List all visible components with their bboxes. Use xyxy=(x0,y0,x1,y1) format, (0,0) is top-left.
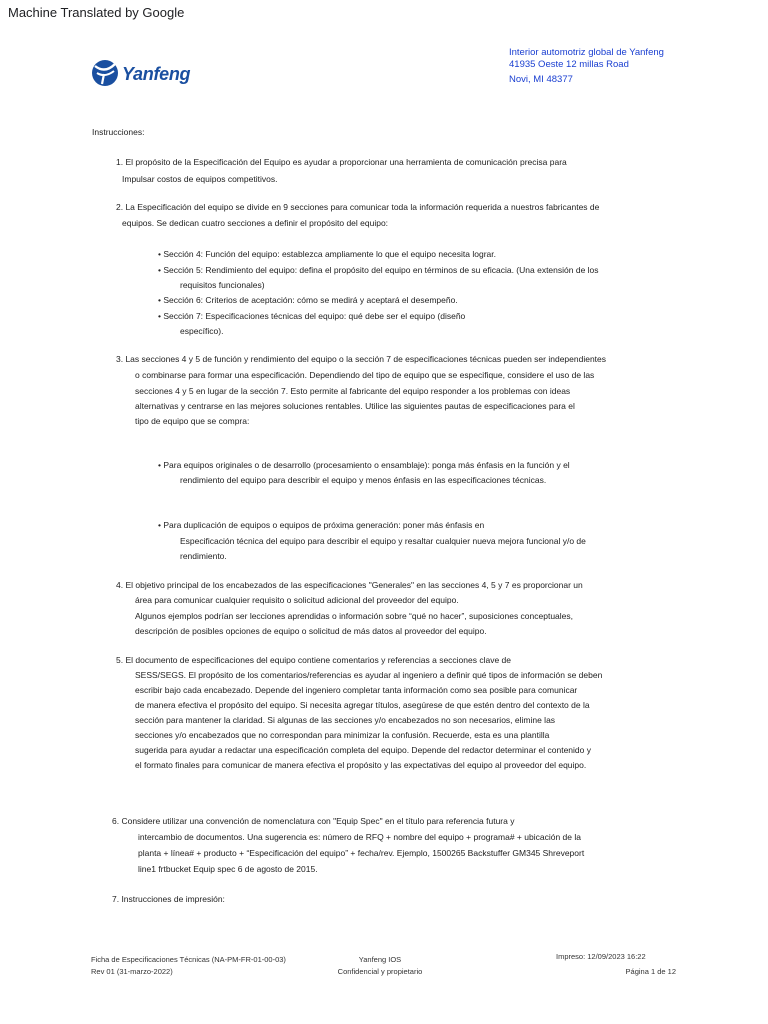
item-3-line-4: alternativas y centrarse en las mejores soluciones rentables. Utilice las siguientes pautas de especificaciones para el xyxy=(135,401,575,411)
item-5-line-7: sugerida para ayudar a redactar una especificación completa del equipo. Depende del redactor determinar el contenido y xyxy=(135,745,591,755)
item-2-bullet-2-line-2: requisitos funcionales) xyxy=(180,280,265,290)
item-5-line-3: escribir bajo cada encabezado. Depende del ingeniero completar tanta información como sea posible para comunicar xyxy=(135,685,578,695)
item-4-line-1: 4. El objetivo principal de los encabezados de las especificaciones "Generales" en las secciones 4, 5 y 7 es proporcionar un xyxy=(116,580,583,590)
item-4-line-2: área para comunicar cualquier requisito o solicitud adicional del proveedor del equipo. xyxy=(135,595,459,605)
address-line-2: 41935 Oeste 12 millas Road xyxy=(509,58,629,70)
item-6-line-1: 6. Considere utilizar una convención de nomenclatura con "Equip Spec" en el título para referencia futura y xyxy=(112,816,515,826)
item-5-line-4: de manera efectiva el propósito del equipo. Si necesita agregar títulos, asegúrese de que estén dentro del contexto de la xyxy=(135,700,590,710)
item-3-bullet-2-line-2: Especificación técnica del equipo para describir el equipo y resaltar cualquier nueva mejora funcional y/o de xyxy=(180,536,586,546)
item-2-bullet-4-line-1: • Sección 7: Especificaciones técnicas del equipo: qué debe ser el equipo (diseño xyxy=(158,311,466,321)
item-2-line-1: 2. La Especificación del equipo se divide en 9 secciones para comunicar toda la información requerida a nuestros fabricantes de xyxy=(116,202,600,212)
item-2-bullet-3: • Sección 6: Criterios de aceptación: cómo se medirá y aceptará el desempeño. xyxy=(158,295,458,305)
footer-page-number: Página 1 de 12 xyxy=(625,967,676,976)
yanfeng-logo xyxy=(90,58,200,94)
item-7-line-1: 7. Instrucciones de impresión: xyxy=(112,894,225,904)
address-line-1: Interior automotriz global de Yanfeng xyxy=(509,47,664,58)
item-4-line-4: descripción de posibles opciones de equipo o solicitud de más datos al proveedor del equipo. xyxy=(135,626,487,636)
footer-company: Yanfeng IOS xyxy=(358,955,402,964)
item-2-bullet-4-line-2: específico). xyxy=(180,326,224,336)
item-3-line-2: o combinarse para formar una especificación. Dependiendo del tipo de equipo que se especifique, considere el uso de las xyxy=(135,370,595,380)
logo-wordmark: Yanfeng xyxy=(122,64,191,84)
item-3-line-5: tipo de equipo que se compra: xyxy=(135,416,250,426)
item-2-line-2: equipos. Se dedican cuatro secciones a definir el propósito del equipo: xyxy=(122,218,389,228)
machine-translated-banner: Machine Translated by Google xyxy=(8,5,185,20)
item-6-line-2: intercambio de documentos. Una sugerencia es: número de RFQ + nombre del equipo + programa# + ubicación de la xyxy=(138,832,581,842)
item-2-bullet-1: • Sección 4: Función del equipo: establezca ampliamente lo que el equipo necesita lograr. xyxy=(158,249,496,259)
footer-right xyxy=(540,951,676,978)
item-1-line-2: Impulsar costos de equipos competitivos. xyxy=(122,174,278,184)
item-3-bullet-2-line-3: rendimiento. xyxy=(180,551,227,561)
item-5-line-6: secciones y/o encabezados que no correspondan para minimizar la confusión. Recuerde, esta es una plantilla xyxy=(135,730,550,740)
item-6-line-3: planta + línea# + producto + “Especificación del equipo” + fecha/rev. Ejemplo, 1500265 Backstuffer GM345 Shreveport xyxy=(138,848,585,858)
item-1-line-1: 1. El propósito de la Especificación del Equipo es ayudar a proporcionar una herramienta de comunicación precisa para xyxy=(116,157,567,167)
footer-document-title: Ficha de Especificaciones Técnicas (NA-PM-FR-01-00-03) xyxy=(91,955,286,964)
item-5-line-5: sección para mantener la claridad. Si algunas de las secciones y/o encabezados no son necesarios, elimine las xyxy=(135,715,556,725)
address-line-3: Novi, MI 48377 xyxy=(509,74,573,85)
item-5-line-1: 5. El documento de especificaciones del equipo contiene comentarios y referencias a secciones clave de xyxy=(116,655,512,665)
item-3-line-1: 3. Las secciones 4 y 5 de función y rendimiento del equipo o la sección 7 de especificaciones técnicas pueden ser independientes xyxy=(116,354,607,364)
item-6-line-4: line1 frtbucket Equip spec 6 de agosto de 2015. xyxy=(138,864,318,874)
item-5-line-2: SESS/SEGS. El propósito de los comentarios/referencias es ayudar al ingeniero a definir qué tipos de información se deben xyxy=(135,670,603,680)
footer-left xyxy=(91,954,286,978)
item-3-bullet-1-line-2: rendimiento del equipo para describir el equipo y menos énfasis en las especificaciones técnicas. xyxy=(180,475,547,485)
item-2-bullet-2-line-1: • Sección 5: Rendimiento del equipo: defina el propósito del equipo en términos de su eficacia. (Una extensión de los xyxy=(158,265,599,275)
company-address xyxy=(509,47,664,86)
footer-revision: Rev 01 (31-marzo-2022) xyxy=(91,967,173,976)
yanfeng-emblem-icon xyxy=(90,58,120,88)
footer-center xyxy=(300,954,460,978)
item-5-line-8: el formato finales para comunicar de manera efectiva el propósito y las expectativas del equipo al proveedor del equipo. xyxy=(135,760,587,770)
footer-printed-date: Impreso: 12/09/2023 16:22 xyxy=(556,952,646,961)
item-3-line-3: secciones 4 y 5 en lugar de la sección 7. Esto permite al fabricante del equipo responder a los problemas con ideas xyxy=(135,386,571,396)
instructions-heading: Instrucciones: xyxy=(92,127,145,137)
item-3-bullet-2-line-1: • Para duplicación de equipos o equipos de próxima generación: poner más énfasis en xyxy=(158,520,485,530)
item-3-bullet-1-line-1: • Para equipos originales o de desarrollo (procesamiento o ensamblaje): ponga más énfasis en la función y el xyxy=(158,460,570,470)
footer-confidential: Confidencial y propietario xyxy=(337,967,423,976)
item-4-line-3: Algunos ejemplos podrían ser lecciones aprendidas o información sobre “qué no hacer”, suposiciones conceptuales, xyxy=(135,611,574,621)
